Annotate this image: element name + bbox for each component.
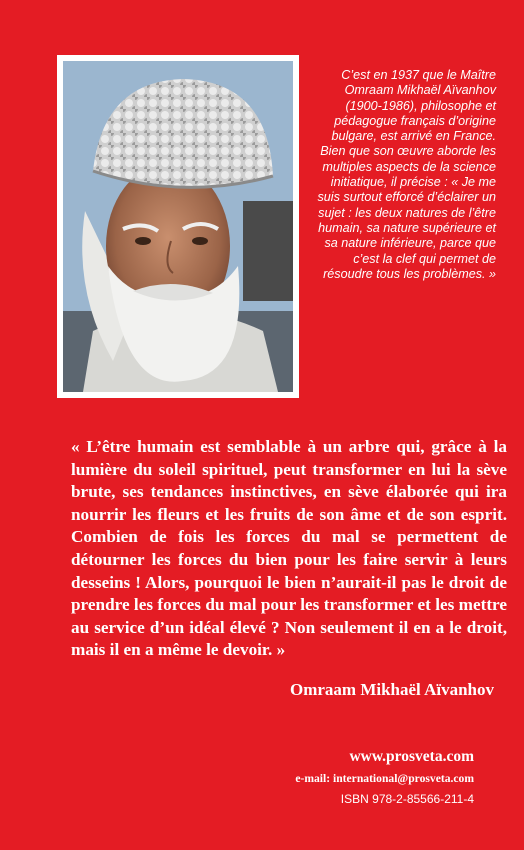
publisher-email[interactable]: e-mail: international@prosveta.com [295, 772, 474, 785]
author-biography: C’est en 1937 que le Maître Omraam Mikhaël Aïvanhov (1900-1986), philosophe et pédagogue français d’origine bulgare, est arrivé en France. Bien que son œuvre aborde les multiples aspects de la science initiatique, il précise : « Je me suis surtout efforcé d’éclairer un sujet : les deux natures de l’être humain, sa nature supérieure et sa nature inférieure, parce que c’est la clef qui permet de résoudre tous les problèmes. » [317, 68, 496, 281]
isbn-number: ISBN 978-2-85566-211-4 [340, 792, 474, 806]
publisher-website[interactable]: www.prosveta.com [349, 748, 474, 765]
author-quote: « L’être humain est semblable à un arbre qui, grâce à la lumière du soleil spirituel, peut transformer en lui la sève brute, ses tendances instinctives, en sève élaborée qui ira nourrir les fleurs et les fruits de son âme et de son esprit. Combien de fois les forces du mal se permettent de détourner les forces du bien pour les faire servir à leurs desseins ! Alors, pourquoi le bien n’aurait-il pas le droit de prendre les forces du mal pour les transformer et les mettre au service d’un idéal élevé ? Non seulement il en a le droit, mais il en a même le devoir. » [71, 437, 507, 660]
author-photo [63, 61, 293, 392]
author-portrait-image [63, 61, 293, 392]
quote-attribution: Omraam Mikhaël Aïvanhov [289, 680, 494, 699]
author-photo-frame [57, 55, 299, 398]
